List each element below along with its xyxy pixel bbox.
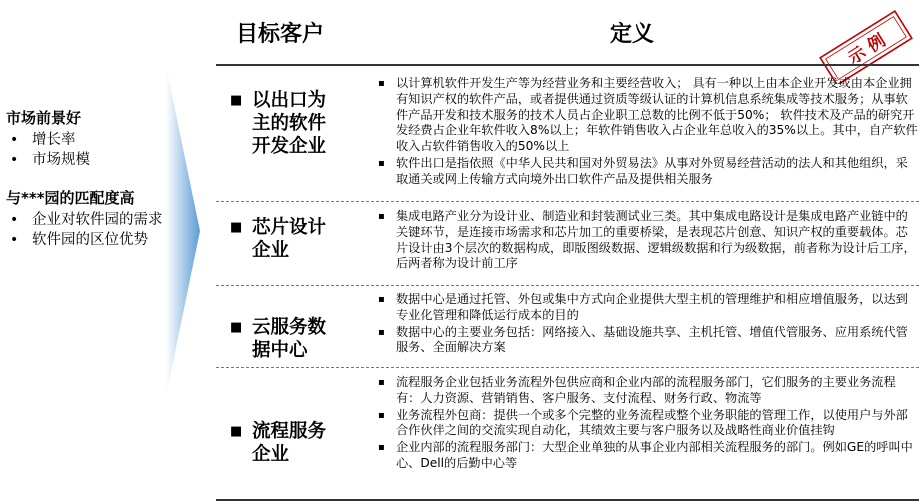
left-panel: [6, 108, 176, 250]
criteria-item: • 企业对软件园的需求: [6, 210, 176, 230]
category-label: 以出口为 主的软件 开发企业: [252, 90, 327, 157]
criteria-heading-match: 与***园的匹配度高: [6, 189, 135, 207]
definition-item: ▪ 企业内部的流程服务部门：大型企业单独的从事企业内部相关流程服务的部门。例如GE的呼叫中心、Dell的后勤中心等: [374, 440, 919, 472]
bullet-icon: ■: [230, 320, 243, 335]
definition-list: [374, 209, 919, 273]
definition-list: [374, 375, 919, 473]
row-divider: [216, 201, 919, 202]
row-divider: [216, 285, 919, 286]
table-row: [216, 288, 919, 366]
criteria-item: • 增长率: [6, 130, 176, 150]
criteria-group-market: [6, 108, 176, 170]
definition-item: ▪ 集成电路产业分为设计业、制造业和封装测试业三类。其中集成电路设计是集成电路产业链中的关键环节，是连接市场需求和芯片加工的重要桥梁，是表现芯片创意、知识产权的重要载体。芯片设计由3个层次的数据构成，即版图级数据、逻辑级数据和行为级数据，前者称为设计后工序，后两者称为设计前工序: [374, 209, 919, 272]
definition-list: [374, 292, 919, 357]
category-label: 云服务数 据中心: [252, 317, 327, 361]
category-label: 流程服务 企业: [252, 421, 327, 465]
table-row: [216, 372, 919, 498]
category-cell: [230, 216, 362, 262]
category-cell: [230, 89, 362, 158]
criteria-item: • 软件园的区位优势: [6, 230, 176, 250]
definition-item: ▪ 软件出口是指依照《中华人民共和国对外贸易法》从事对外贸易经营活动的法人和其他组织，采取通关或网上传输方式向境外出口软件产品及提供相关服务: [374, 156, 919, 188]
header-target-customer: 目标客户: [236, 22, 325, 47]
definition-item: ▪ 业务流程外包商：提供一个或多个完整的业务流程或整个业务职能的管理工作，以使用户与外部合作伙伴之间的交流实现自动化，其绩效主要与客户服务以及战略性商业价值挂钩: [374, 408, 919, 440]
table-row: [216, 72, 919, 200]
table-top-border: [216, 64, 919, 66]
bullet-icon: ■: [230, 424, 243, 439]
bullet-icon: ■: [230, 220, 243, 235]
bullet-icon: ■: [230, 93, 243, 108]
arrow-right-icon: [166, 66, 202, 396]
row-divider: [216, 367, 919, 368]
category-cell: [230, 420, 362, 466]
criteria-group-match: [6, 188, 176, 250]
table-bottom-border: [216, 499, 919, 501]
table-row: [216, 204, 919, 284]
category-cell: [230, 316, 362, 362]
stamp-text: 示 例: [844, 30, 890, 69]
criteria-item: • 市场规模: [6, 150, 176, 170]
category-label: 芯片设计 企业: [252, 217, 327, 261]
definition-item: ▪ 以计算机软件开发生产等为经营业务和主要经营收入； 具有一种以上由本企业开发或由本企业拥有知识产权的软件产品，或者提供通过资质等级认证的计算机信息系统集成等技术服务；从事软件产品开发和技术服务的技术人员占企业职工总数的比例不低于50%； 软件技术及产品的研究开发经费占企业年软件收入8%以上；年软件销售收入占企业年总收入的35%以上。其中，自产软件收入占软件销售收入的50%以上: [374, 76, 919, 155]
definition-list: [374, 76, 919, 189]
criteria-heading-market: 市场前景好: [6, 109, 82, 127]
header-definition: 定义: [610, 22, 655, 47]
definition-item: ▪ 数据中心的主要业务包括：网络接入、基础设施共享、主机托管、增值代管服务、应用系统代管服务、全面解决方案: [374, 325, 919, 357]
definition-item: ▪ 流程服务企业包括业务流程外包供应商和企业内部的流程服务部门，它们服务的主要业务流程有：人力资源、营销销售、客户服务、支付流程、财务行政、物流等: [374, 375, 919, 407]
definition-item: ▪ 数据中心是通过托管、外包或集中方式向企业提供大型主机的管理维护和相应增值服务，以达到专业化管理和降低运行成本的目的: [374, 292, 919, 324]
